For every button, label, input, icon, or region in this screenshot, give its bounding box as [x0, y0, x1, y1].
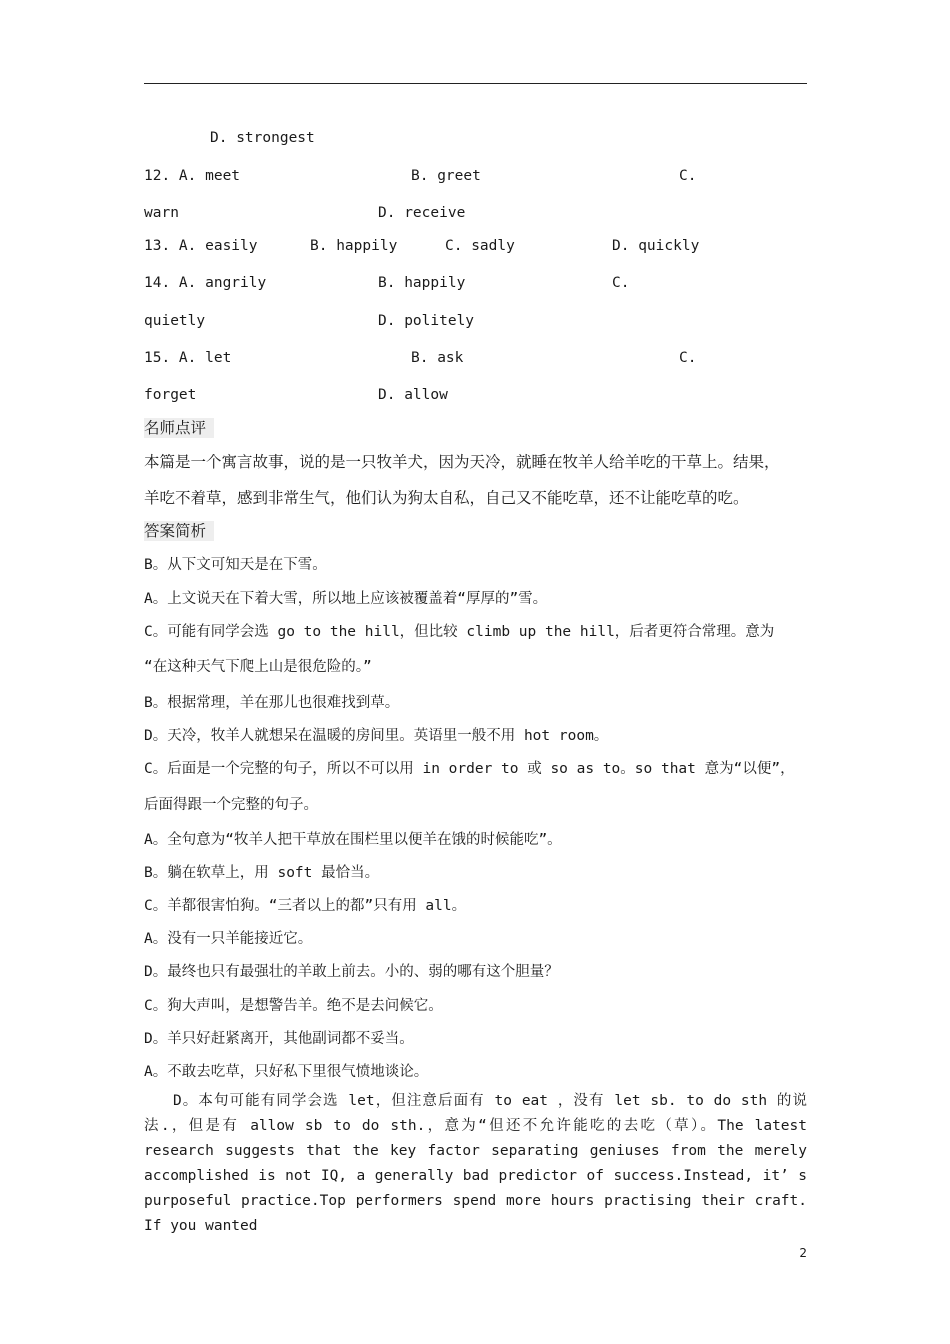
- analysis-line: D。天冷，牧羊人就想呆在温暖的房间里。英语里一般不用 hot room。: [144, 728, 609, 744]
- analysis-line: 后面得跟一个完整的句子。: [144, 797, 318, 813]
- analysis-line: C。狗大声叫，是想警告羊。绝不是去问候它。: [144, 998, 443, 1014]
- review-heading: 名师点评: [144, 419, 207, 437]
- analysis-line: “在这种天气下爬上山是很危险的。”: [144, 659, 372, 675]
- option-12-d: D. receive: [378, 205, 466, 221]
- analysis-line: D。羊只好赶紧离开，其他副词都不妥当。: [144, 1031, 414, 1047]
- option-13-b: B. happily: [310, 238, 398, 254]
- option-12-c-wrap: warn: [144, 205, 179, 221]
- analysis-line: C。可能有同学会选 go to the hill，但比较 climb up the hill，后者更符合常理。意为: [144, 624, 775, 640]
- analysis-line: D。最终也只有最强壮的羊敢上前去。小的、弱的哪有这个胆量？: [144, 964, 559, 980]
- analysis-line: A。全句意为“牧羊人把干草放在围栏里以便羊在饿的时候能吃”。: [144, 832, 562, 848]
- analysis-line: B。从下文可知天是在下雪。: [144, 557, 327, 573]
- option-14-b: B. happily: [378, 275, 466, 291]
- option-15-c-wrap: forget: [144, 387, 197, 403]
- option-13-d: D. quickly: [612, 238, 700, 254]
- option-12-c: C.: [679, 168, 697, 184]
- option-11-d: D. strongest: [210, 130, 315, 146]
- analysis-line: B。根据常理，羊在那儿也很难找到草。: [144, 695, 400, 711]
- option-14-c-wrap: quietly: [144, 313, 206, 329]
- analysis-line: A。没有一只羊能接近它。: [144, 931, 313, 947]
- option-12-b: B. greet: [411, 168, 481, 184]
- final-paragraph: D。本句可能有同学会选 let，但注意后面有 to eat ，没有 let sb. to do sth 的说法.，但是有 allow sb to do sth.，意为“但还不允许能吃的去吃（草）。The latest research suggests that the key factor separating geniuses from the merely accomplished is not IQ, a generally bad predictor of success.Instead, it’ s purposeful practice.Top performers spend more hours practising their craft. If you wanted: [144, 1093, 807, 1234]
- analysis-heading: 答案简析: [144, 522, 207, 540]
- option-14-a: 14. A. angrily: [144, 275, 267, 291]
- option-12-a: 12. A. meet: [144, 168, 241, 184]
- option-13-c: C. sadly: [445, 238, 515, 254]
- option-14-d: D. politely: [378, 313, 475, 329]
- header-rule: [144, 83, 807, 84]
- option-15-b: B. ask: [411, 350, 464, 366]
- option-13-a: 13. A. easily: [144, 238, 258, 254]
- analysis-line: B。躺在软草上，用 soft 最恰当。: [144, 865, 380, 881]
- analysis-line: A。不敢去吃草，只好私下里很气愤地谈论。: [144, 1064, 429, 1080]
- analysis-line: A。上文说天在下着大雪，所以地上应该被覆盖着“厚厚的”雪。: [144, 591, 548, 607]
- review-line-1: 本篇是一个寓言故事，说的是一只牧羊犬，因为天冷，就睡在牧羊人给羊吃的干草上。结果，: [144, 453, 780, 471]
- option-15-a: 15. A. let: [144, 350, 232, 366]
- analysis-line: C。羊都很害怕狗。“三者以上的都”只有用 all。: [144, 898, 467, 914]
- option-15-c: C.: [679, 350, 697, 366]
- page-number: 2: [799, 1246, 807, 1260]
- option-15-d: D. allow: [378, 387, 448, 403]
- review-line-2: 羊吃不着草，感到非常生气，他们认为狗太自私，自己又不能吃草，还不让能吃草的吃。: [144, 489, 749, 507]
- option-14-c: C.: [612, 275, 630, 291]
- analysis-line: C。后面是一个完整的句子，所以不可以用 in order to 或 so as to。so that 意为“以便”，: [144, 761, 795, 777]
